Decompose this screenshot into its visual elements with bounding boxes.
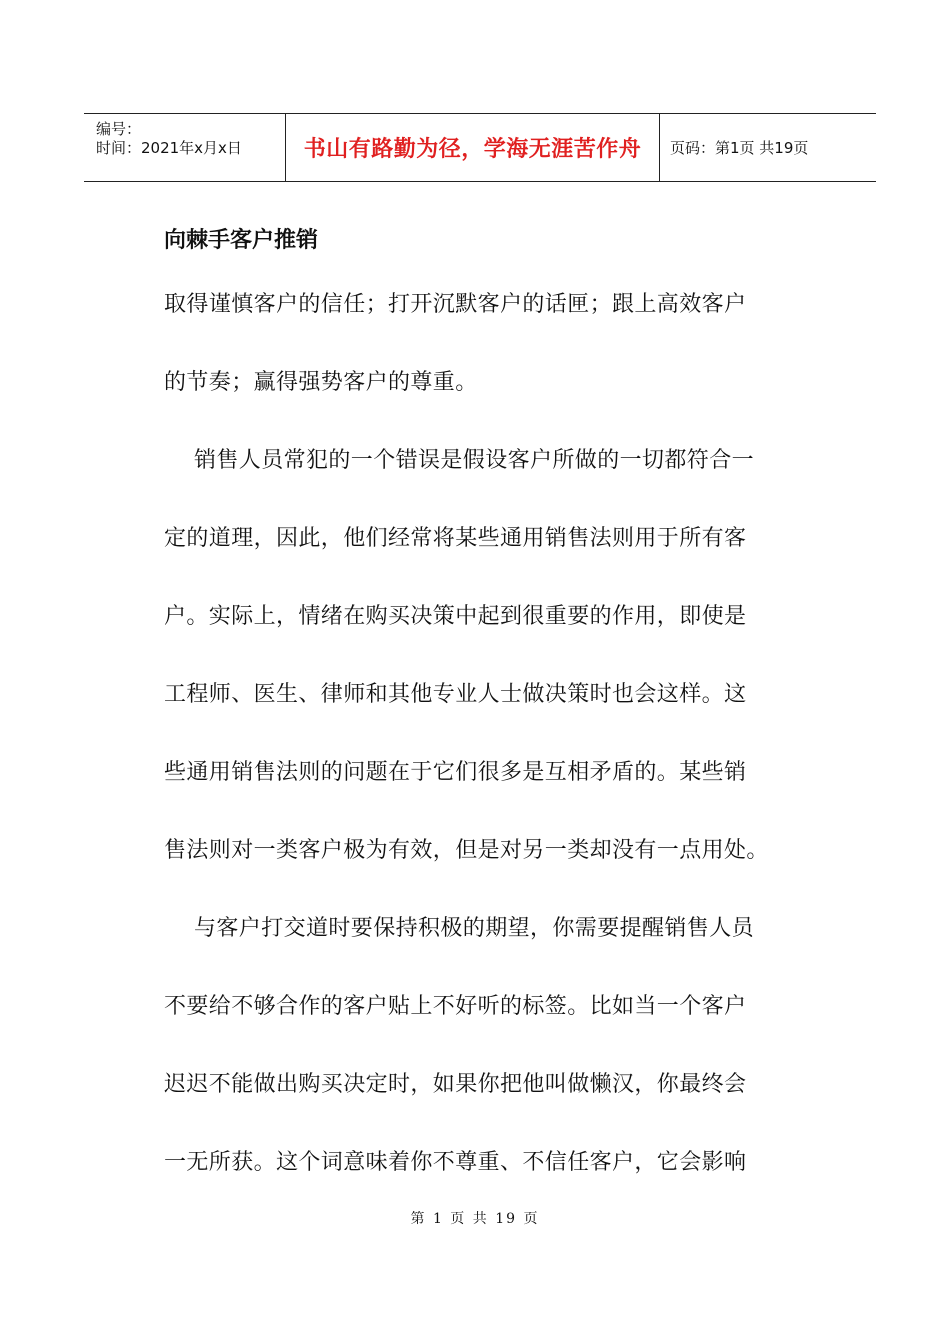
paragraph-line: 些通用销售法则的问题在于它们很多是互相矛盾的。某些销 (164, 760, 747, 785)
document-header (84, 113, 876, 182)
paragraph-2 (164, 422, 804, 890)
paragraph-line-text: 与客户打交道时要保持积极的期望，你需要提醒销售人员 (194, 916, 755, 941)
paragraph-line: 售法则对一类客户极为有效，但是对另一类却没有一点用处。 (164, 838, 769, 863)
document-date-label: 时间：2021年x月x日 (96, 139, 242, 157)
paragraph-line (164, 422, 804, 500)
paragraph-line: 定的道理，因此，他们经常将某些通用销售法则用于所有客 (164, 526, 747, 551)
header-meta-cell (84, 114, 286, 181)
page-footer: 第 1 页 共 19 页 (410, 1211, 540, 1227)
header-page-cell (660, 114, 876, 181)
header-motto: 书山有路勤为径，学海无涯苦作舟 (303, 137, 642, 162)
paragraph-line: 的节奏；赢得强势客户的尊重。 (164, 370, 478, 395)
paragraph-1 (164, 266, 804, 422)
header-page-label: 页码：第1页 共19页 (670, 139, 809, 157)
paragraph-line: 工程师、医生、律师和其他专业人士做决策时也会这样。这 (164, 682, 747, 707)
paragraph-line-text: 销售人员常犯的一个错误是假设客户所做的一切都符合一 (194, 448, 755, 473)
paragraph-line: 一无所获。这个词意味着你不尊重、不信任客户，它会影响 (164, 1150, 747, 1175)
paragraph-line: 不要给不够合作的客户贴上不好听的标签。比如当一个客户 (164, 994, 747, 1019)
paragraph-line: 户。实际上，情绪在购买决策中起到很重要的作用，即使是 (164, 604, 747, 629)
document-body (164, 216, 804, 1202)
paragraph-line (164, 890, 804, 968)
article-title: 向棘手客户推销 (164, 228, 319, 253)
paragraph-line: 取得谨慎客户的信任；打开沉默客户的话匣；跟上高效客户 (164, 292, 747, 317)
header-motto-cell (286, 114, 660, 181)
paragraph-line: 迟迟不能做出购买决定时，如果你把他叫做懒汉，你最终会 (164, 1072, 747, 1097)
document-number-label: 编号： (96, 120, 142, 138)
paragraph-3 (164, 890, 804, 1202)
